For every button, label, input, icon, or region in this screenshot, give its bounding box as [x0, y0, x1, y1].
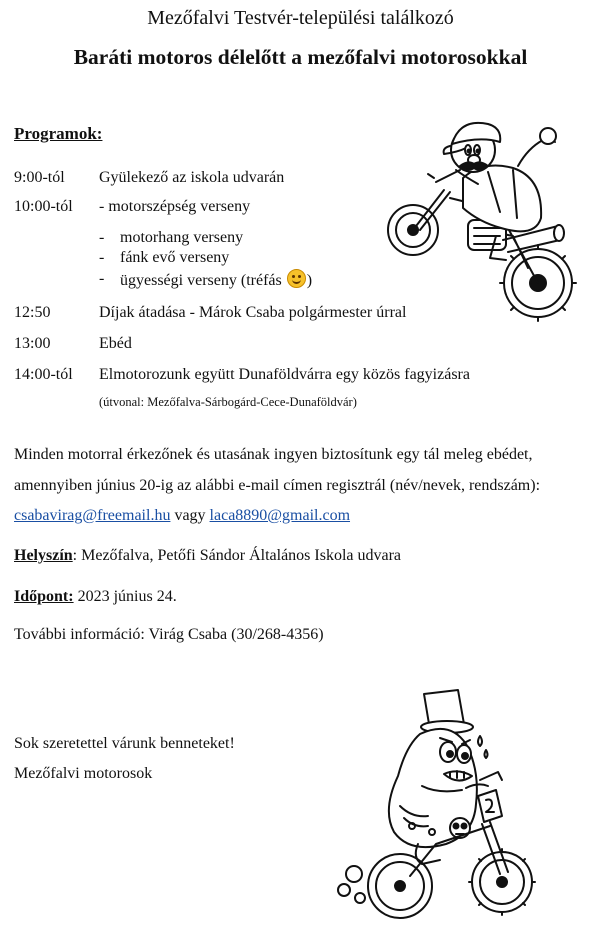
email-joiner: vagy — [174, 507, 206, 524]
email-link-2[interactable]: laca8890@gmail.com — [209, 507, 351, 524]
info-line-2: amennyiben június 20-ig az alábbi e-mail címen regisztrál (név/nevek, rendszám): — [14, 477, 541, 494]
sub-item-dash-3: - — [99, 270, 105, 287]
schedule-time-4: 13:00 — [14, 335, 51, 352]
program-heading — [14, 124, 102, 144]
cartoon-biker-illustration-icon — [378, 118, 583, 328]
sub-item-3 — [120, 269, 312, 291]
schedule-time-1: 9:00-tól — [14, 169, 65, 186]
date-line — [14, 587, 177, 607]
info-line-1: Minden motorral érkezőnek és utasának ingyen biztosítunk egy tál meleg ebédet, — [14, 446, 533, 463]
route-note: (útvonal: Mezőfalva-Sárbogárd-Cece-Dunaföldvár) — [99, 395, 357, 409]
date-value: 2023 június 24. — [77, 588, 177, 605]
schedule-text-2: - motorszépség verseny — [99, 198, 251, 215]
main-title: Baráti motoros délelőtt a mezőfalvi motorosokkal — [73, 45, 528, 69]
sub-item-1: motorhang verseny — [120, 229, 244, 246]
sub-item-dash-2: - — [99, 249, 105, 266]
sub-item-3-text: ügyességi verseny (tréfás — [120, 272, 282, 289]
schedule-text-1: Gyülekező az iskola udvarán — [99, 169, 285, 186]
schedule-time-3: 12:50 — [14, 304, 51, 321]
schedule-text-4: Ebéd — [99, 335, 132, 352]
smiling-face-emoji-icon — [287, 269, 306, 288]
main-title-container — [0, 44, 601, 70]
event-title-container — [0, 6, 601, 30]
schedule-time-5: 14:00-tól — [14, 366, 73, 383]
schedule-time-2: 10:00-tól — [14, 198, 73, 215]
sub-item-2: fánk evő verseny — [120, 249, 230, 266]
schedule-text-5: Elmotorozunk együtt Dunaföldvárra egy közös fagyizásra — [99, 366, 470, 383]
sub-item-dash-1: - — [99, 229, 105, 246]
closing-line-1: Sok szeretettel várunk benneteket! — [14, 735, 235, 752]
date-label: Időpont: — [14, 588, 74, 605]
event-title: Mezőfalvi Testvér-települési találkozó — [147, 7, 454, 29]
closing-signature: Mezőfalvi motorosok — [14, 765, 153, 782]
contact-line: További információ: Virág Csaba (30/268-4356) — [14, 626, 324, 643]
email-line — [14, 506, 350, 526]
program-heading-label: Programok: — [14, 124, 103, 143]
location-line — [14, 546, 401, 566]
schedule-text-3: Díjak átadása - Márok Csaba polgármester úrral — [99, 304, 407, 321]
cartoon-rider-illustration-icon — [340, 676, 530, 930]
email-link-1[interactable]: csabavirag@freemail.hu — [14, 507, 171, 524]
sub-item-3-suffix: ) — [306, 272, 313, 289]
location-value: : Mezőfalva, Petőfi Sándor Általános Iskola udvara — [72, 547, 402, 564]
location-label: Helyszín — [14, 547, 73, 564]
